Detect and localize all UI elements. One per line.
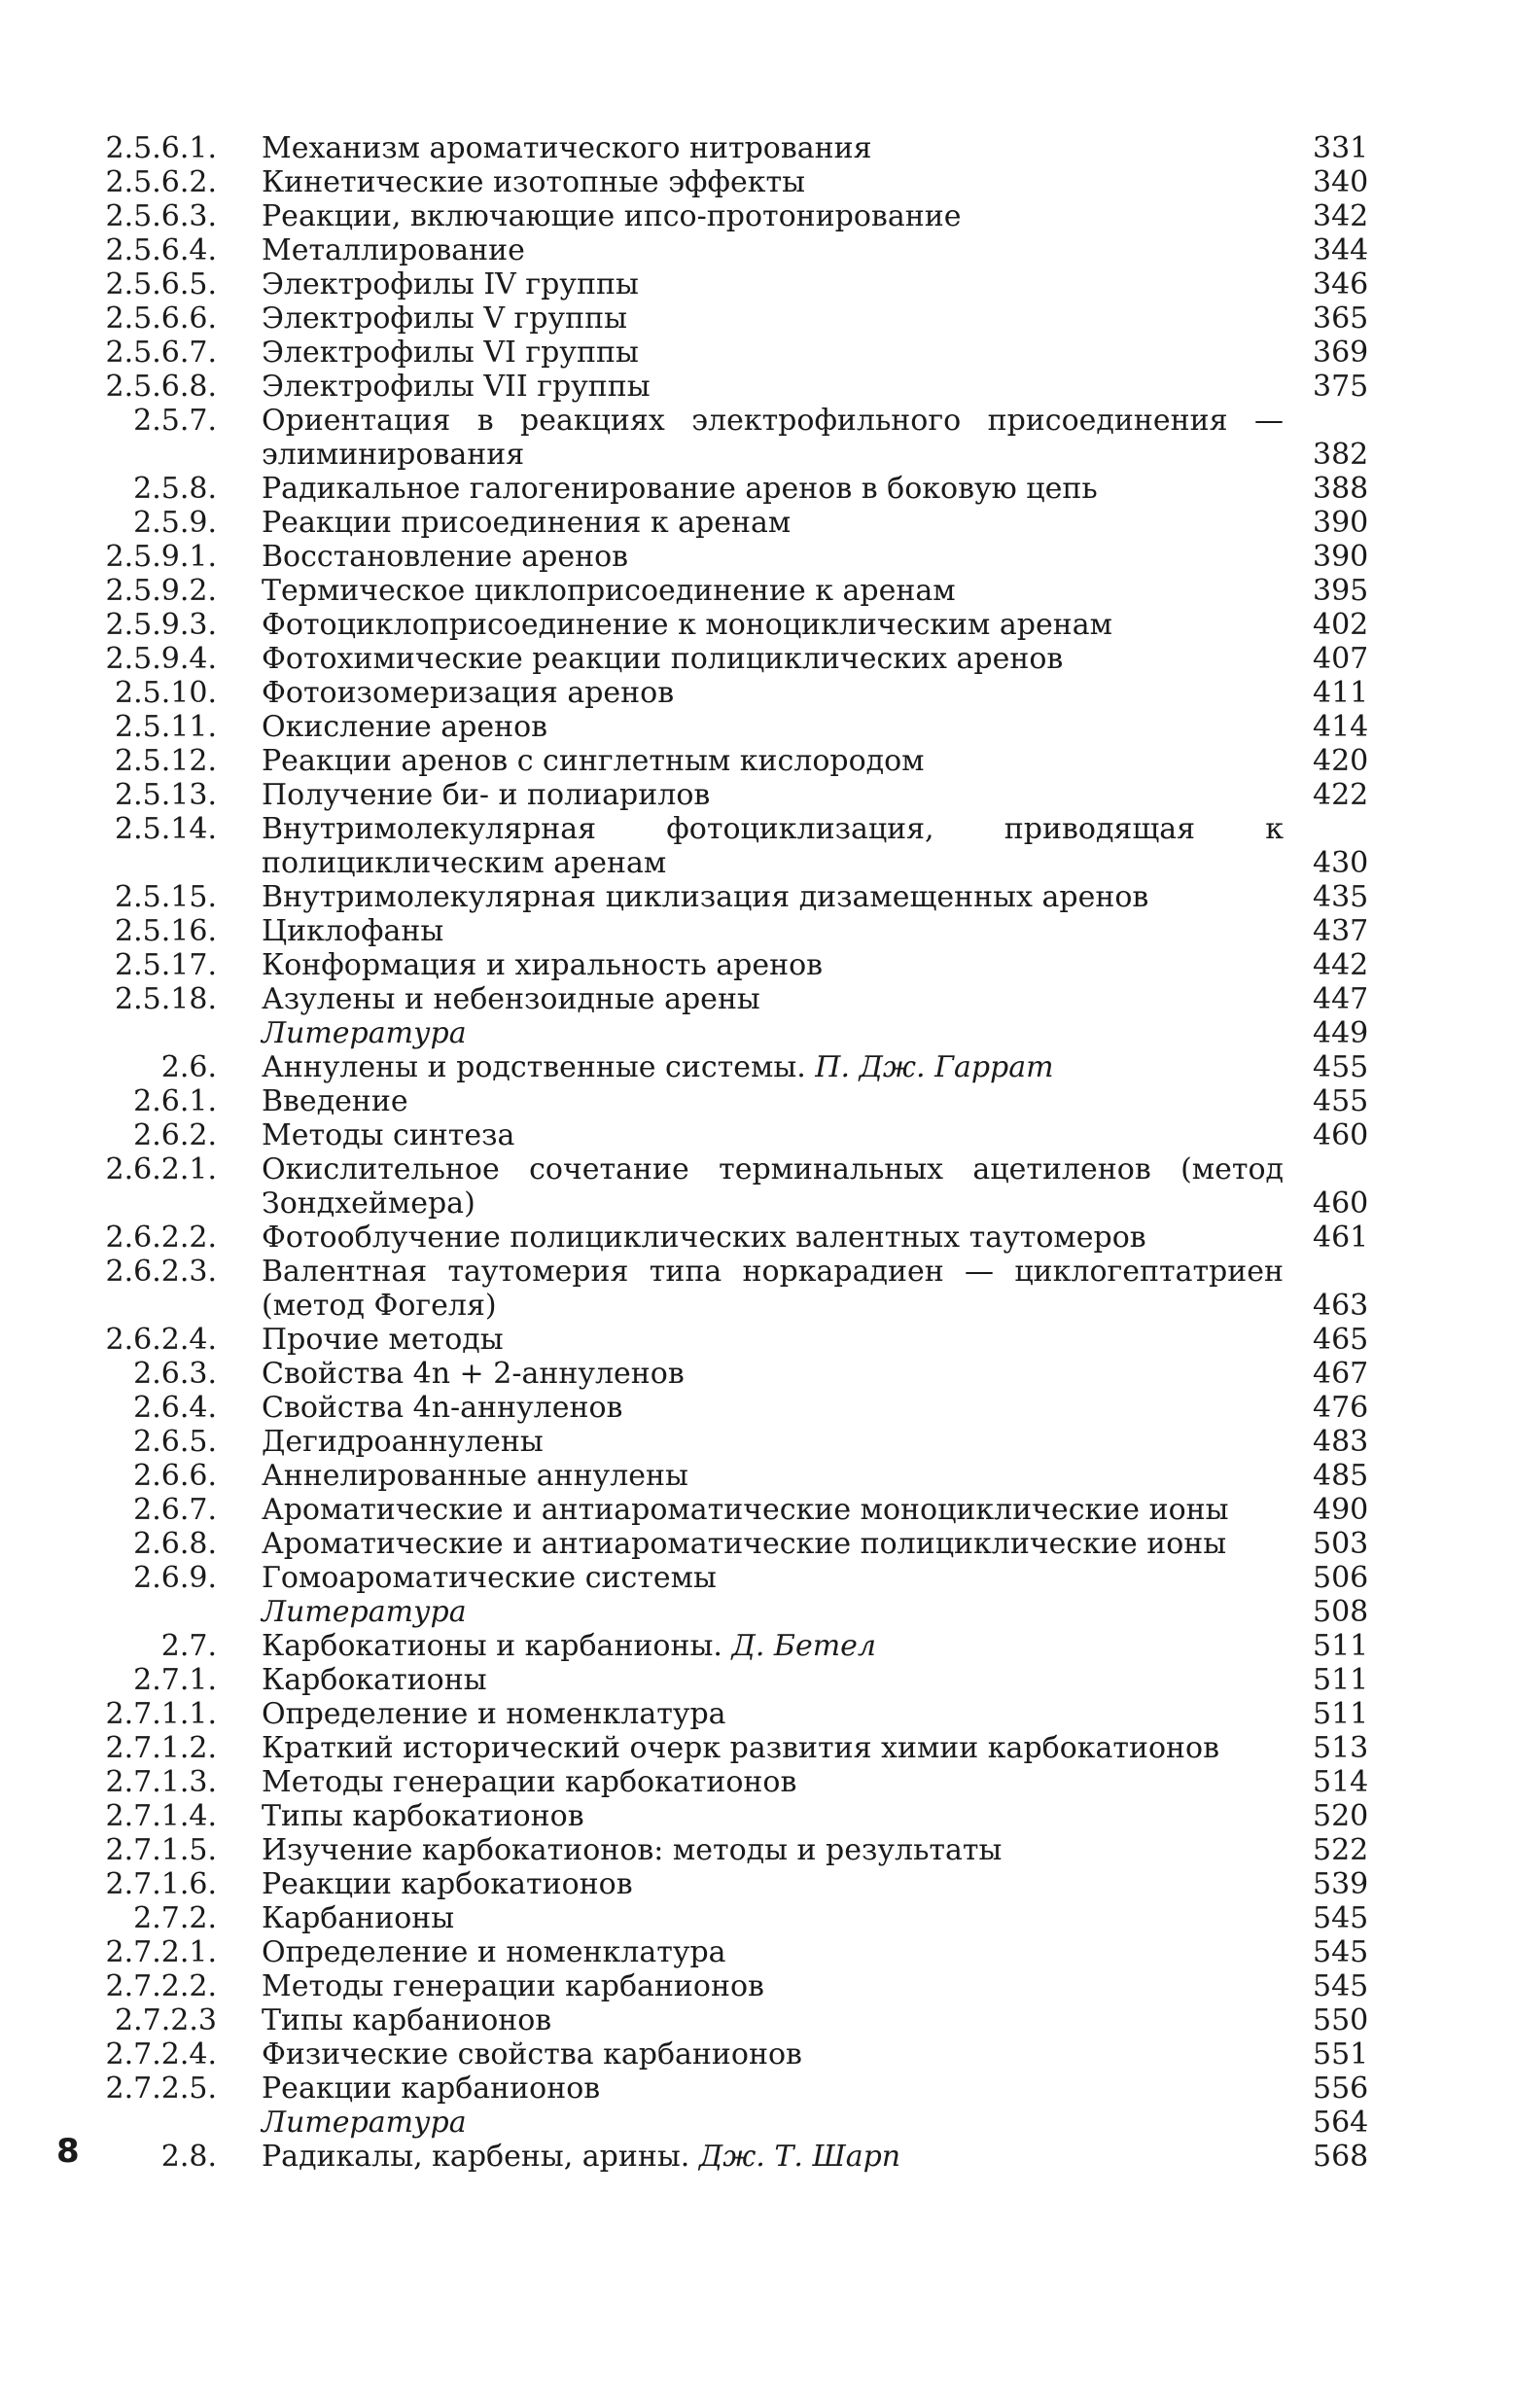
toc-entry-title	[262, 1595, 1313, 1629]
toc-entry-page: 545	[1313, 1901, 1369, 1935]
toc-entry-page: 455	[1313, 1084, 1369, 1118]
toc-entry-title	[262, 710, 1313, 744]
toc-entry-page: 551	[1313, 2037, 1369, 2072]
toc-entry	[102, 1561, 1381, 1595]
toc-entry-title-text: Азулены и небензоидные арены	[262, 982, 760, 1016]
toc-entry-number: 2.7.1.3.	[105, 1765, 217, 1799]
toc-entry	[102, 1357, 1381, 1391]
toc-entry-title	[262, 982, 1313, 1016]
toc-entry-page: 568	[1313, 2140, 1369, 2174]
toc-entry	[102, 574, 1381, 608]
toc-entry-title	[262, 336, 1313, 370]
toc-entry-page: 467	[1313, 1357, 1369, 1391]
toc-entry-title	[262, 880, 1313, 914]
toc-entry-page: 437	[1313, 914, 1369, 948]
toc-entry	[102, 1255, 1381, 1323]
toc-entry	[102, 2072, 1381, 2106]
toc-entry-page: 514	[1313, 1765, 1369, 1799]
toc-entry-title-text: Определение и номенклатура	[262, 1935, 726, 1969]
toc-entry-page: 344	[1313, 233, 1369, 267]
toc-entry	[102, 1731, 1381, 1765]
toc-entry-title-text: Фотоизомеризация аренов	[262, 676, 675, 710]
toc-entry-page: 461	[1313, 1221, 1369, 1255]
toc-entry-title-text: Свойства 4n-аннуленов	[262, 1391, 623, 1425]
toc-entry-title-text: Получение би- и полиарилов	[262, 778, 711, 812]
toc-entry-title	[262, 1765, 1313, 1799]
toc-entry	[102, 1663, 1381, 1697]
toc-entry	[102, 540, 1381, 574]
toc-entry-title-text: Реакции, включающие ипсо-протонирование	[262, 199, 962, 233]
toc-entry-number: 2.5.10.	[115, 676, 217, 710]
toc-entry-page: 422	[1313, 778, 1369, 812]
toc-entry-number: 2.5.15.	[115, 880, 217, 914]
toc-entry-title-text: Аннелированные аннулены	[262, 1459, 688, 1493]
toc-entry-title-text: Реакции аренов с синглетным кислородом	[262, 744, 925, 778]
toc-entry-page: 414	[1313, 710, 1369, 744]
toc-entry-title-text: Ориентация в реакциях электрофильного присоединения — элиминирования	[262, 404, 1284, 472]
toc-entry-page: 511	[1313, 1629, 1369, 1663]
toc-entry-title-text: Прочие методы	[262, 1323, 504, 1357]
toc-entry	[102, 1629, 1381, 1663]
toc-entry-number: 2.7.1.	[133, 1663, 217, 1697]
toc-entry-number: 2.7.2.2.	[105, 1969, 217, 2003]
toc-entry	[102, 1799, 1381, 1833]
toc-entry	[102, 1697, 1381, 1731]
toc-entry-page: 476	[1313, 1391, 1369, 1425]
toc-entry-page: 485	[1313, 1459, 1369, 1493]
toc-entry	[102, 676, 1381, 710]
toc-entry-title	[262, 1697, 1313, 1731]
toc-entry-author: Литература	[262, 1016, 467, 1050]
toc-entry-title	[262, 301, 1313, 336]
toc-entry-title	[262, 370, 1313, 404]
toc-entry-title	[262, 1323, 1313, 1357]
toc-entry	[102, 1527, 1381, 1561]
toc-entry	[102, 948, 1381, 982]
toc-entry-page: 490	[1313, 1493, 1369, 1527]
toc-entry-number: 2.5.6.6.	[105, 301, 217, 336]
toc-entry-title-text: Радикальное галогенирование аренов в боковую цепь	[262, 472, 1098, 506]
toc-entry-page: 375	[1313, 370, 1369, 404]
toc-entry-title-text: Фотооблучение полициклических валентных таутомеров	[262, 1221, 1146, 1255]
toc-entry-author: Дж. Т. Шарп	[698, 2140, 901, 2174]
toc-entry	[102, 1323, 1381, 1357]
toc-entry	[102, 914, 1381, 948]
toc-entry-number: 2.6.8.	[133, 1527, 217, 1561]
toc-entry-number: 2.5.16.	[115, 914, 217, 948]
toc-entry-page: 460	[1313, 1118, 1369, 1152]
toc-entry-title-text: Методы генерации карбанионов	[262, 1969, 764, 2003]
toc-entry-title	[262, 1663, 1313, 1697]
toc-entry-title-text: Окислительное сочетание терминальных ацетиленов (метод Зондхеймера)	[262, 1152, 1284, 1221]
toc-entry	[102, 1493, 1381, 1527]
toc-entry-title-text: Физические свойства карбанионов	[262, 2037, 802, 2072]
toc-entry-title-text: Электрофилы VI группы	[262, 336, 639, 370]
toc-entry	[102, 710, 1381, 744]
toc-entry	[102, 370, 1381, 404]
toc-entry-author: Литература	[262, 1595, 467, 1629]
toc-entry-title-text: Типы карбокатионов	[262, 1799, 584, 1833]
toc-entry-title	[262, 1084, 1313, 1118]
page-number: 8	[56, 2132, 80, 2171]
toc-entry-title-text: Внутримолекулярная фотоциклизация, приводящая к полициклическим аренам	[262, 812, 1284, 880]
toc-entry-title-text: Введение	[262, 1084, 408, 1118]
toc-entry-number: 2.7.1.4.	[105, 1799, 217, 1833]
toc-entry-title-text: Методы генерации карбокатионов	[262, 1765, 797, 1799]
toc-entry-page: 513	[1313, 1731, 1369, 1765]
toc-entry-title	[262, 1255, 1313, 1323]
toc-entry-title	[262, 1969, 1313, 2003]
toc-entry-number: 2.5.7.	[133, 404, 217, 438]
toc-entry	[102, 812, 1381, 880]
toc-entry	[102, 233, 1381, 267]
toc-entry-title	[262, 778, 1313, 812]
toc-entry-title	[262, 1833, 1313, 1867]
toc-entry-page: 365	[1313, 301, 1369, 336]
toc-entry-number: 2.5.14.	[115, 812, 217, 846]
toc-entry-title	[262, 165, 1313, 199]
toc-entry	[102, 1935, 1381, 1969]
toc-entry-page: 402	[1313, 608, 1369, 642]
toc-entry-title	[262, 1459, 1313, 1493]
toc-entry-page: 520	[1313, 1799, 1369, 1833]
toc-entry-title-text: Реакции карбанионов	[262, 2072, 601, 2106]
toc-entry-title-text: Изучение карбокатионов: методы и результаты	[262, 1833, 1003, 1867]
toc-entry-title	[262, 574, 1313, 608]
toc-entry-title-text: Конформация и хиральность аренов	[262, 948, 824, 982]
toc-entry-title-text: Термическое циклоприсоединение к аренам	[262, 574, 956, 608]
toc-entry-number: 2.6.7.	[133, 1493, 217, 1527]
toc-entry-title-text: Восстановление аренов	[262, 540, 629, 574]
toc-entry-page: 503	[1313, 1527, 1369, 1561]
toc-entry-page: 420	[1313, 744, 1369, 778]
toc-entry-page: 390	[1313, 506, 1369, 540]
toc-entry-page: 435	[1313, 880, 1369, 914]
toc-entry-number: 2.5.6.1.	[105, 131, 217, 165]
toc-entry-number: 2.5.6.4.	[105, 233, 217, 267]
toc-entry-page: 545	[1313, 1935, 1369, 1969]
toc-entry-title	[262, 2072, 1313, 2106]
toc-entry-title	[262, 2106, 1313, 2140]
toc-entry-title	[262, 233, 1313, 267]
toc-entry	[102, 1765, 1381, 1799]
toc-entry-title-text: Валентная таутомерия типа норкарадиен — циклогептатриен (метод Фогеля)	[262, 1255, 1284, 1323]
toc-entry-page: 340	[1313, 165, 1369, 199]
toc-entry-title	[262, 608, 1313, 642]
toc-entry-number: 2.5.11.	[115, 710, 217, 744]
toc-entry-page: 556	[1313, 2072, 1369, 2106]
toc-entry-title-text: Электрофилы IV группы	[262, 267, 639, 301]
toc-entry-title-text: Ароматические и антиароматические моноциклические ионы	[262, 1493, 1229, 1527]
toc-entry	[102, 1118, 1381, 1152]
toc-entry	[102, 1595, 1381, 1629]
toc-entry	[102, 404, 1381, 472]
toc-entry-title	[262, 267, 1313, 301]
toc-entry-page: 342	[1313, 199, 1369, 233]
toc-entry-title	[262, 1527, 1313, 1561]
toc-entry-page: 390	[1313, 540, 1369, 574]
toc-entry-title	[262, 1425, 1313, 1459]
toc-entry-author: Д. Бетел	[731, 1629, 877, 1663]
toc-entry-number: 2.5.12.	[115, 744, 217, 778]
table-of-contents	[102, 131, 1381, 2174]
toc-entry-number: 2.6.2.2.	[105, 1221, 217, 1255]
toc-entry-number: 2.5.9.4.	[105, 642, 217, 676]
toc-entry-title	[262, 1935, 1313, 1969]
toc-entry-title	[262, 1561, 1313, 1595]
toc-entry-title-text: Карбанионы	[262, 1901, 455, 1935]
toc-entry-title-text: Краткий исторический очерк развития химии карбокатионов	[262, 1731, 1220, 1765]
toc-entry-title	[262, 199, 1313, 233]
toc-entry-title	[262, 1901, 1313, 1935]
toc-entry	[102, 1969, 1381, 2003]
toc-entry-title	[262, 1629, 1313, 1663]
toc-entry-number: 2.6.2.3.	[105, 1255, 217, 1289]
toc-entry-number: 2.6.	[160, 1050, 217, 1084]
toc-entry-page: 449	[1313, 1016, 1369, 1050]
toc-entry-page: 483	[1313, 1425, 1369, 1459]
toc-entry-title-text: Кинетические изотопные эффекты	[262, 165, 805, 199]
toc-entry	[102, 1016, 1381, 1050]
toc-entry-title	[262, 404, 1313, 472]
toc-entry-title	[262, 1016, 1313, 1050]
toc-entry	[102, 336, 1381, 370]
toc-entry-title-text: Типы карбанионов	[262, 2003, 552, 2037]
toc-entry-number: 2.6.9.	[133, 1561, 217, 1595]
toc-entry	[102, 1391, 1381, 1425]
toc-entry-title-text: Фотохимические реакции полициклических аренов	[262, 642, 1064, 676]
toc-entry-number: 2.5.8.	[133, 472, 217, 506]
toc-entry-number: 2.5.6.7.	[105, 336, 217, 370]
toc-entry-title	[262, 948, 1313, 982]
toc-entry-title-text: Окисление аренов	[262, 710, 548, 744]
toc-entry-page: 511	[1313, 1697, 1369, 1731]
toc-entry-number: 2.6.2.	[133, 1118, 217, 1152]
toc-entry	[102, 1867, 1381, 1901]
toc-entry-title	[262, 1118, 1313, 1152]
toc-entry-title	[262, 1152, 1313, 1221]
toc-entry-number: 2.5.9.1.	[105, 540, 217, 574]
toc-entry-page: 382	[1313, 438, 1369, 472]
toc-entry-title-text: Аннулены и родственные системы.	[262, 1050, 816, 1084]
toc-entry-number: 2.5.6.8.	[105, 370, 217, 404]
toc-entry-title	[262, 506, 1313, 540]
toc-entry-number: 2.5.18.	[115, 982, 217, 1016]
toc-entry-author: П. Дж. Гаррат	[815, 1050, 1054, 1084]
toc-entry-title	[262, 2003, 1313, 2037]
toc-entry-number: 2.6.3.	[133, 1357, 217, 1391]
toc-entry-page: 539	[1313, 1867, 1369, 1901]
toc-entry-title-text: Свойства 4n + 2-аннуленов	[262, 1357, 685, 1391]
toc-entry-title	[262, 1391, 1313, 1425]
toc-entry-page: 407	[1313, 642, 1369, 676]
toc-entry-number: 2.7.2.3	[115, 2003, 217, 2037]
toc-entry-title	[262, 2037, 1313, 2072]
toc-entry	[102, 1050, 1381, 1084]
toc-entry-title-text: Реакции карбокатионов	[262, 1867, 633, 1901]
toc-entry	[102, 2037, 1381, 2072]
toc-entry-page: 369	[1313, 336, 1369, 370]
toc-entry-page: 430	[1313, 846, 1369, 880]
toc-entry	[102, 1833, 1381, 1867]
toc-entry-number: 2.6.6.	[133, 1459, 217, 1493]
toc-entry	[102, 301, 1381, 336]
toc-entry-title	[262, 1050, 1313, 1084]
toc-entry-number: 2.6.4.	[133, 1391, 217, 1425]
toc-entry-number: 2.7.1.2.	[105, 1731, 217, 1765]
toc-entry-title-text: Карбокатионы и карбанионы.	[262, 1629, 732, 1663]
toc-entry-page: 465	[1313, 1323, 1369, 1357]
toc-entry-title-text: Механизм ароматического нитрования	[262, 131, 872, 165]
toc-entry	[102, 880, 1381, 914]
toc-entry-title	[262, 914, 1313, 948]
toc-entry-page: 395	[1313, 574, 1369, 608]
toc-entry	[102, 642, 1381, 676]
toc-entry-title	[262, 1799, 1313, 1833]
toc-entry-number: 2.5.6.2.	[105, 165, 217, 199]
toc-entry-title-text: Определение и номенклатура	[262, 1697, 726, 1731]
toc-entry	[102, 506, 1381, 540]
toc-entry	[102, 1152, 1381, 1221]
toc-entry-page: 564	[1313, 2106, 1369, 2140]
toc-entry-number: 2.7.1.5.	[105, 1833, 217, 1867]
toc-entry-number: 2.5.9.	[133, 506, 217, 540]
toc-entry	[102, 1459, 1381, 1493]
toc-entry-author: Литература	[262, 2106, 467, 2140]
toc-entry-title-text: Ароматические и антиароматические полициклические ионы	[262, 1527, 1227, 1561]
toc-entry-title	[262, 472, 1313, 506]
toc-entry-page: 522	[1313, 1833, 1369, 1867]
toc-entry-title	[262, 1221, 1313, 1255]
toc-entry-title-text: Карбокатионы	[262, 1663, 487, 1697]
toc-entry	[102, 2003, 1381, 2037]
toc-entry-number: 2.6.1.	[133, 1084, 217, 1118]
toc-entry-title-text: Реакции присоединения к аренам	[262, 506, 792, 540]
toc-entry-title	[262, 744, 1313, 778]
toc-entry	[102, 1425, 1381, 1459]
toc-entry-number: 2.8.	[160, 2140, 217, 2174]
toc-entry-page: 508	[1313, 1595, 1369, 1629]
toc-entry-page: 455	[1313, 1050, 1369, 1084]
toc-entry	[102, 744, 1381, 778]
toc-entry	[102, 608, 1381, 642]
toc-entry-number: 2.7.1.6.	[105, 1867, 217, 1901]
toc-entry-title	[262, 812, 1313, 880]
toc-entry-page: 346	[1313, 267, 1369, 301]
toc-entry-number: 2.6.2.1.	[105, 1152, 217, 1186]
toc-entry-number: 2.5.13.	[115, 778, 217, 812]
toc-entry-title	[262, 1731, 1313, 1765]
toc-entry	[102, 778, 1381, 812]
toc-entry-title-text: Радикалы, карбены, арины.	[262, 2140, 699, 2174]
toc-entry-page: 331	[1313, 131, 1369, 165]
toc-entry	[102, 131, 1381, 165]
toc-entry-title	[262, 131, 1313, 165]
toc-entry-number: 2.7.2.4.	[105, 2037, 217, 2072]
toc-entry-title	[262, 2140, 1313, 2174]
toc-entry-number: 2.5.6.5.	[105, 267, 217, 301]
toc-entry-number: 2.7.2.1.	[105, 1935, 217, 1969]
toc-entry-number: 2.7.2.	[133, 1901, 217, 1935]
toc-entry	[102, 1221, 1381, 1255]
toc-entry-page: 442	[1313, 948, 1369, 982]
toc-entry	[102, 199, 1381, 233]
toc-entry-page: 460	[1313, 1186, 1369, 1221]
toc-entry-title-text: Фотоциклоприсоединение к моноциклическим аренам	[262, 608, 1112, 642]
toc-entry-number: 2.5.17.	[115, 948, 217, 982]
toc-entry-title-text: Дегидроаннулены	[262, 1425, 544, 1459]
toc-entry	[102, 2106, 1381, 2140]
toc-entry-number: 2.5.9.2.	[105, 574, 217, 608]
toc-entry-number: 2.7.1.1.	[105, 1697, 217, 1731]
toc-entry-title-text: Электрофилы VII группы	[262, 370, 651, 404]
toc-entry-page: 511	[1313, 1663, 1369, 1697]
toc-entry-number: 2.5.9.3.	[105, 608, 217, 642]
toc-entry-number: 2.7.	[160, 1629, 217, 1663]
toc-entry-number: 2.6.2.4.	[105, 1323, 217, 1357]
toc-entry-title	[262, 642, 1313, 676]
toc-entry-page: 550	[1313, 2003, 1369, 2037]
toc-entry-title	[262, 1867, 1313, 1901]
toc-entry-title-text: Методы синтеза	[262, 1118, 515, 1152]
toc-entry-title-text: Гомоароматические системы	[262, 1561, 717, 1595]
toc-entry	[102, 1901, 1381, 1935]
toc-entry-title	[262, 1493, 1313, 1527]
toc-entry	[102, 982, 1381, 1016]
toc-entry-page: 388	[1313, 472, 1369, 506]
toc-entry	[102, 165, 1381, 199]
toc-entry-title	[262, 1357, 1313, 1391]
toc-entry	[102, 267, 1381, 301]
toc-entry-page: 545	[1313, 1969, 1369, 2003]
toc-entry-title-text: Электрофилы V группы	[262, 301, 627, 336]
toc-entry	[102, 2140, 1381, 2174]
toc-entry-page: 447	[1313, 982, 1369, 1016]
toc-entry-title	[262, 676, 1313, 710]
toc-entry-page: 411	[1313, 676, 1369, 710]
toc-entry-number: 2.6.5.	[133, 1425, 217, 1459]
toc-entry-page: 506	[1313, 1561, 1369, 1595]
toc-entry	[102, 472, 1381, 506]
toc-entry	[102, 1084, 1381, 1118]
toc-entry-number: 2.7.2.5.	[105, 2072, 217, 2106]
toc-entry-title	[262, 540, 1313, 574]
toc-entry-number: 2.5.6.3.	[105, 199, 217, 233]
toc-entry-title-text: Внутримолекулярная циклизация дизамещенных аренов	[262, 880, 1149, 914]
toc-entry-page: 463	[1313, 1289, 1369, 1323]
toc-entry-title-text: Циклофаны	[262, 914, 444, 948]
toc-entry-title-text: Металлирование	[262, 233, 525, 267]
